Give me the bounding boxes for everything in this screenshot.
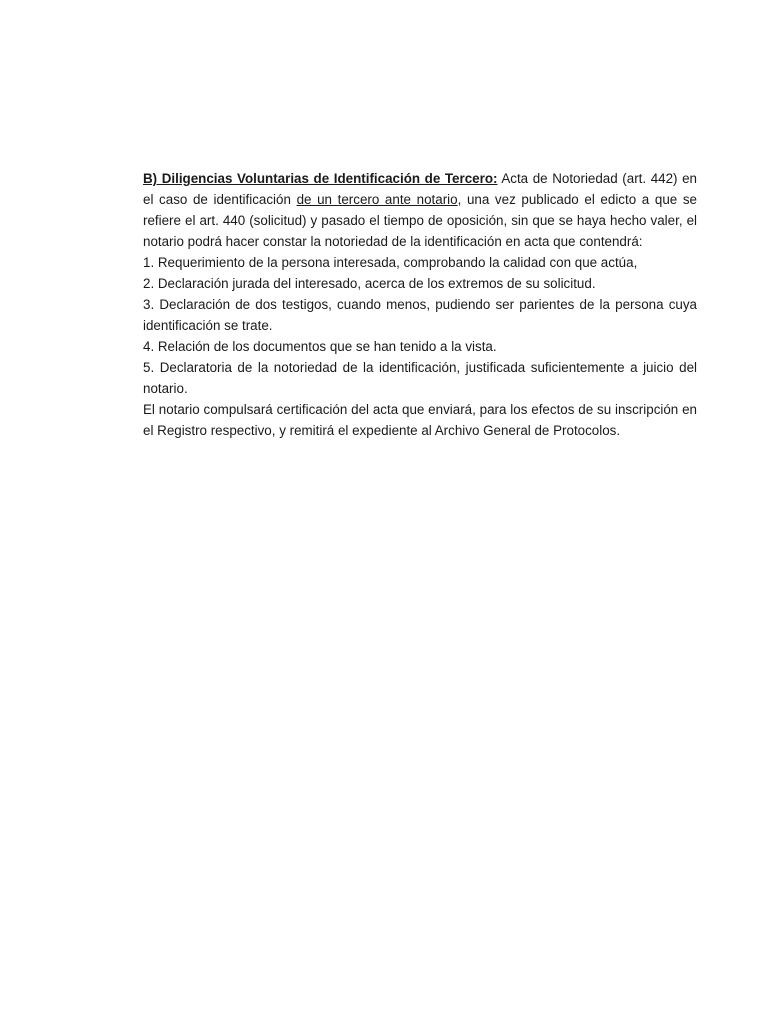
intro-text-after: , una vez publicado el edicto a que se refiere el art. 440 (solicitud) y pasado el tiempo de oposición, sin que se haya hecho valer, el notario podrá hacer constar la notoriedad de la identificación en acta que contendrá: [143, 192, 697, 249]
intro-paragraph [143, 168, 697, 252]
list-item-5: 5. Declaratoria de la notoriedad de la identificación, justificada suficientemente a juicio del notario. [143, 360, 697, 396]
list-item-1: 1. Requerimiento de la persona interesada, comprobando la calidad con que actúa, [143, 255, 638, 270]
list-item-4: 4. Relación de los documentos que se han tenido a la vista. [143, 339, 497, 354]
list-item-3: 3. Declaración de dos testigos, cuando menos, pudiendo ser parientes de la persona cuya identificación se trate. [143, 297, 697, 333]
closing-paragraph: El notario compulsará certificación del acta que enviará, para los efectos de su inscripción en el Registro respectivo, y remitirá el expediente al Archivo General de Protocolos. [143, 402, 697, 438]
intro-text-before: Acta de Notoriedad (art. 442) en el caso de identificación [143, 171, 697, 207]
section-heading: B) Diligencias Voluntarias de Identificación de Tercero: [143, 171, 498, 186]
document-body [143, 168, 697, 441]
underlined-phrase: de un tercero ante notario [296, 192, 458, 207]
list-item-2: 2. Declaración jurada del interesado, acerca de los extremos de su solicitud. [143, 276, 596, 291]
